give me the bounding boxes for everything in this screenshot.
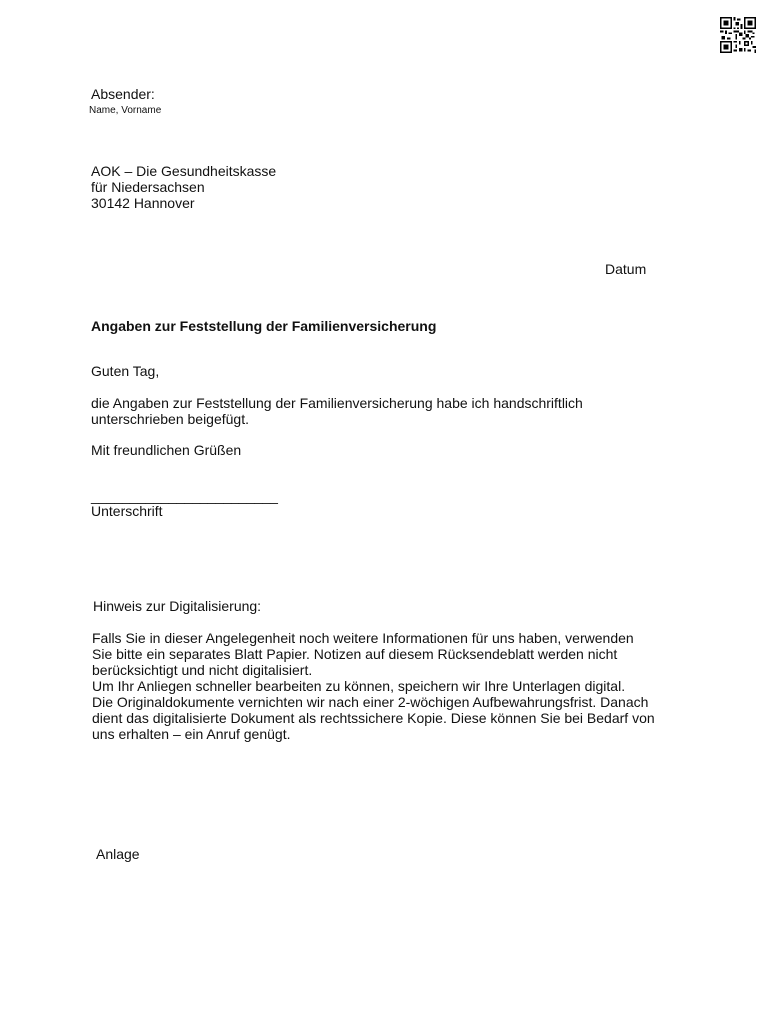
qr-code-icon — [720, 17, 756, 53]
recipient-line: für Niedersachsen — [91, 179, 205, 195]
sender-name-placeholder: Name, Vorname — [89, 105, 162, 116]
greeting: Guten Tag, — [91, 363, 160, 379]
body-line: die Angaben zur Feststellung der Familienversicherung habe ich handschriftlich — [91, 395, 583, 411]
notice-line: Die Originaldokumente vernichten wir nach einer 2-wöchigen Aufbewahrungsfrist. Danach — [92, 694, 649, 710]
enclosure-label: Anlage — [96, 846, 140, 862]
recipient-line: 30142 Hannover — [91, 195, 195, 211]
closing: Mit freundlichen Grüßen — [91, 442, 242, 458]
sender-label: Absender: — [91, 86, 155, 102]
signature-label: Unterschrift — [91, 503, 163, 519]
letter-body — [91, 395, 681, 427]
notice-line: Falls Sie in dieser Angelegenheit noch weitere Informationen für uns haben, verwenden — [92, 630, 634, 646]
body-line: unterschrieben beigefügt. — [91, 411, 249, 427]
subject-line: Angaben zur Feststellung der Familienversicherung — [91, 318, 437, 334]
signature-line: ________________________ — [91, 488, 278, 504]
notice-line: Um Ihr Anliegen schneller bearbeiten zu können, speichern wir Ihre Unterlagen digital. — [92, 678, 626, 694]
recipient-address — [91, 163, 681, 211]
notice-line: dient das digitalisierte Dokument als rechtssichere Kopie. Diese können Sie bei Bedarf von — [92, 710, 655, 726]
recipient-line: AOK – Die Gesundheitskasse — [91, 163, 277, 179]
notice-body — [92, 630, 682, 742]
notice-title: Hinweis zur Digitalisierung: — [93, 598, 262, 614]
notice-line: berücksichtigt und nicht digitalisiert. — [92, 662, 313, 678]
notice-line: Sie bitte ein separates Blatt Papier. Notizen auf diesem Rücksendeblatt werden nicht — [92, 646, 618, 662]
notice-line: uns erhalten – ein Anruf genügt. — [92, 726, 291, 742]
date-label: Datum — [605, 261, 647, 277]
